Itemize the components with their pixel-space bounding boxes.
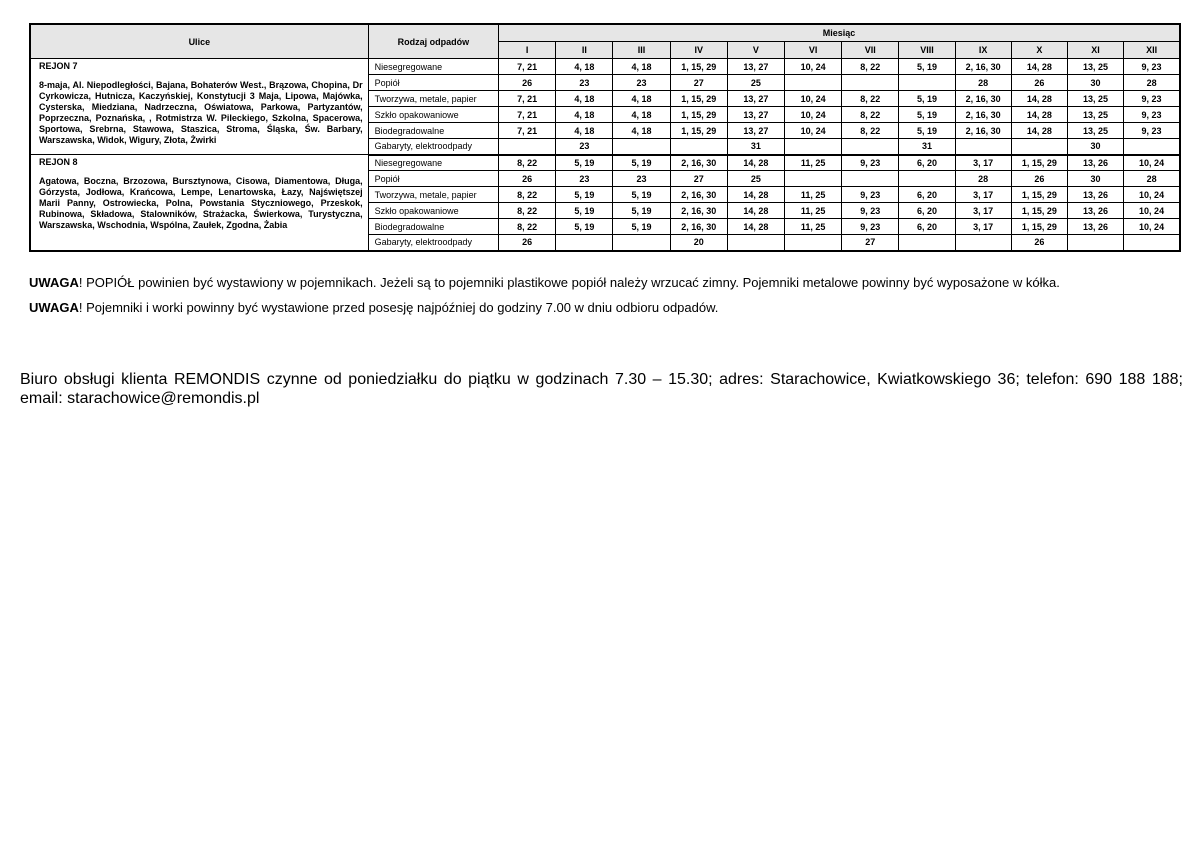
pickup-dates: 10, 24: [1124, 203, 1180, 219]
pickup-dates: 3, 17: [955, 187, 1011, 203]
pickup-dates: 14, 28: [1011, 59, 1067, 75]
pickup-dates: 5, 19: [613, 187, 670, 203]
month-header: VI: [785, 42, 842, 59]
pickup-dates: 5, 19: [899, 59, 955, 75]
note-text: ! Pojemniki i worki powinny być wystawione przed posesję najpóźniej do godziny 7.00 w dniu odbioru odpadów.: [78, 300, 719, 315]
pickup-dates: 5, 19: [556, 155, 613, 171]
pickup-dates: 25: [727, 75, 784, 91]
pickup-dates: 13, 26: [1067, 155, 1123, 171]
waste-type: Gabaryty, elektroodpady: [368, 235, 498, 251]
pickup-dates: 8, 22: [842, 123, 899, 139]
pickup-dates: 2, 16, 30: [955, 123, 1011, 139]
waste-type: Popiół: [368, 75, 498, 91]
pickup-dates: 25: [727, 171, 784, 187]
header-miesiac: Miesiąc: [499, 24, 1180, 42]
pickup-dates: 20: [670, 235, 727, 251]
schedule-body: [30, 59, 1180, 251]
pickup-dates: 9, 23: [1124, 59, 1180, 75]
pickup-dates: 1, 15, 29: [1011, 187, 1067, 203]
warning-note-containers: [29, 300, 718, 316]
pickup-dates: 5, 19: [899, 107, 955, 123]
pickup-dates: 13, 26: [1067, 203, 1123, 219]
pickup-dates: 28: [955, 75, 1011, 91]
pickup-dates: 5, 19: [899, 123, 955, 139]
pickup-dates: [955, 139, 1011, 155]
month-header: XII: [1124, 42, 1180, 59]
pickup-dates: 5, 19: [556, 219, 613, 235]
pickup-dates: 9, 23: [842, 203, 899, 219]
waste-type: Niesegregowane: [368, 155, 498, 171]
month-header: V: [727, 42, 784, 59]
pickup-dates: [785, 139, 842, 155]
pickup-dates: 6, 20: [899, 155, 955, 171]
pickup-dates: 2, 16, 30: [670, 187, 727, 203]
pickup-dates: 14, 28: [1011, 91, 1067, 107]
pickup-dates: [613, 235, 670, 251]
pickup-dates: [1011, 139, 1067, 155]
pickup-dates: 6, 20: [899, 203, 955, 219]
pickup-dates: 26: [1011, 235, 1067, 251]
month-header: VII: [842, 42, 899, 59]
waste-type: Biodegradowalne: [368, 219, 498, 235]
pickup-dates: 6, 20: [899, 187, 955, 203]
pickup-dates: 9, 23: [842, 219, 899, 235]
pickup-dates: 9, 23: [1124, 107, 1180, 123]
pickup-dates: 8, 22: [499, 155, 556, 171]
pickup-dates: [899, 171, 955, 187]
pickup-dates: [842, 139, 899, 155]
pickup-dates: 2, 16, 30: [955, 107, 1011, 123]
pickup-dates: 11, 25: [785, 219, 842, 235]
pickup-dates: 11, 25: [785, 203, 842, 219]
pickup-dates: 14, 28: [727, 187, 784, 203]
schedule-table: [29, 23, 1181, 252]
pickup-dates: 28: [1124, 75, 1180, 91]
pickup-dates: [955, 235, 1011, 251]
pickup-dates: 5, 19: [613, 219, 670, 235]
waste-type: Szkło opakowaniowe: [368, 203, 498, 219]
pickup-dates: 13, 27: [727, 59, 784, 75]
pickup-dates: [785, 171, 842, 187]
pickup-dates: 23: [556, 75, 613, 91]
pickup-dates: 3, 17: [955, 219, 1011, 235]
pickup-dates: 3, 17: [955, 203, 1011, 219]
pickup-dates: 4, 18: [556, 91, 613, 107]
pickup-dates: 8, 22: [499, 187, 556, 203]
pickup-dates: 13, 26: [1067, 187, 1123, 203]
pickup-dates: 11, 25: [785, 155, 842, 171]
pickup-dates: 26: [499, 171, 556, 187]
pickup-dates: 4, 18: [556, 59, 613, 75]
pickup-dates: 5, 19: [556, 187, 613, 203]
month-header: IV: [670, 42, 727, 59]
pickup-dates: 13, 27: [727, 107, 784, 123]
pickup-dates: 10, 24: [785, 123, 842, 139]
pickup-dates: 3, 17: [955, 155, 1011, 171]
month-header: I: [499, 42, 556, 59]
pickup-dates: 13, 25: [1067, 123, 1123, 139]
pickup-dates: 1, 15, 29: [670, 91, 727, 107]
pickup-dates: 6, 20: [899, 219, 955, 235]
pickup-dates: [899, 235, 955, 251]
region-street-list: 8-maja, Al. Niepodległości, Bajana, Bohaterów West., Brązowa, Chopina, Dr Cyrkowicza, Hutnicza, Kaczyńskiej, Konstytucji 3 Maja, Lipowa, Majówka, Cysterska, Miedziana, Nadrzeczna, Oświatowa, Parkowa, Partyzantów, Poprzeczna, Poznańska, , Rotmistrza W. Pileckiego, Szkolna, Spacerowa, Sportowa, Srebrna, Stawowa, Staszica, Stroma, Śląska, Św. Barbary, Warszawska, Widok, Wigury, Złota, Żwirki: [39, 80, 363, 145]
pickup-dates: 1, 15, 29: [670, 123, 727, 139]
region-streets-cell: [30, 59, 368, 155]
pickup-dates: 8, 22: [842, 107, 899, 123]
pickup-dates: 1, 15, 29: [1011, 203, 1067, 219]
pickup-dates: [1124, 235, 1180, 251]
pickup-dates: 30: [1067, 75, 1123, 91]
pickup-dates: 8, 22: [842, 91, 899, 107]
pickup-dates: 23: [556, 171, 613, 187]
pickup-dates: 2, 16, 30: [670, 155, 727, 171]
pickup-dates: [785, 235, 842, 251]
pickup-dates: 14, 28: [727, 155, 784, 171]
pickup-dates: 10, 24: [1124, 187, 1180, 203]
header-rodzaj-odpadow: Rodzaj odpadów: [368, 24, 498, 59]
pickup-dates: 7, 21: [499, 91, 556, 107]
pickup-dates: 26: [499, 235, 556, 251]
month-header: VIII: [899, 42, 955, 59]
pickup-dates: [556, 235, 613, 251]
pickup-dates: 4, 18: [613, 123, 670, 139]
office-info: Biuro obsługi klienta REMONDIS czynne od poniedziałku do piątku w godzinach 7.30 – 15.30; adres: Starachowice, Kwiatkowskiego 36; telefon: 690 188 188; email: starachowice@remondis.pl: [20, 371, 1183, 407]
pickup-dates: 5, 19: [613, 155, 670, 171]
pickup-dates: 4, 18: [613, 107, 670, 123]
pickup-dates: 2, 16, 30: [955, 91, 1011, 107]
pickup-dates: 26: [499, 75, 556, 91]
pickup-dates: [613, 139, 670, 155]
pickup-dates: 23: [556, 139, 613, 155]
waste-type: Szkło opakowaniowe: [368, 107, 498, 123]
pickup-dates: [842, 171, 899, 187]
region-streets-cell: [30, 155, 368, 251]
pickup-dates: 7, 21: [499, 123, 556, 139]
table-row: [30, 155, 1180, 171]
pickup-dates: 4, 18: [613, 91, 670, 107]
waste-type: Popiół: [368, 171, 498, 187]
pickup-dates: 8, 22: [499, 203, 556, 219]
pickup-dates: 13, 25: [1067, 107, 1123, 123]
pickup-dates: 30: [1067, 171, 1123, 187]
region-name: REJON 8: [39, 157, 78, 167]
pickup-dates: 27: [842, 235, 899, 251]
note-label: UWAGA: [29, 300, 79, 315]
month-header: III: [613, 42, 670, 59]
pickup-dates: 14, 28: [727, 203, 784, 219]
pickup-dates: 7, 21: [499, 59, 556, 75]
pickup-dates: 14, 28: [1011, 123, 1067, 139]
pickup-dates: 9, 23: [842, 187, 899, 203]
pickup-dates: 9, 23: [842, 155, 899, 171]
pickup-dates: 10, 24: [785, 107, 842, 123]
pickup-dates: 4, 18: [613, 59, 670, 75]
pickup-dates: 30: [1067, 139, 1123, 155]
month-header: IX: [955, 42, 1011, 59]
region-name: REJON 7: [39, 61, 78, 71]
pickup-dates: 5, 19: [899, 91, 955, 107]
pickup-dates: 5, 19: [556, 203, 613, 219]
pickup-dates: 1, 15, 29: [1011, 155, 1067, 171]
table-row: [30, 59, 1180, 75]
pickup-dates: 1, 15, 29: [1011, 219, 1067, 235]
pickup-dates: 31: [727, 139, 784, 155]
pickup-dates: 10, 24: [785, 91, 842, 107]
pickup-dates: [670, 139, 727, 155]
pickup-dates: 26: [1011, 171, 1067, 187]
pickup-dates: 23: [613, 171, 670, 187]
pickup-dates: 1, 15, 29: [670, 59, 727, 75]
pickup-dates: 28: [955, 171, 1011, 187]
month-header: X: [1011, 42, 1067, 59]
region-street-list: Agatowa, Boczna, Brzozowa, Bursztynowa, Cisowa, Diamentowa, Długa, Górzysta, Jodłowa, Krańcowa, Lempe, Lenartowska, Łazy, Najświętszej Marii Panny, Ostrowiecka, Polna, Powstania Styczniowego, Przeskok, Rubinowa, Składowa, Stalowników, Strażacka, Świerkowa, Turystyczna, Warszawska, Wschodnia, Wspólna, Zaułek, Zgodna, Żabia: [39, 176, 363, 230]
pickup-dates: 14, 28: [727, 219, 784, 235]
pickup-dates: 8, 22: [842, 59, 899, 75]
pickup-dates: [899, 75, 955, 91]
pickup-dates: 10, 24: [1124, 219, 1180, 235]
note-label: UWAGA: [29, 275, 79, 290]
pickup-dates: 28: [1124, 171, 1180, 187]
note-text: ! POPIÓŁ powinien być wystawiony w pojemnikach. Jeżeli są to pojemniki plastikowe popiół należy wrzucać zimny. Pojemniki metalowe powinny być wyposażone w kółka.: [78, 275, 1060, 290]
warning-note-ash: [29, 275, 1060, 291]
pickup-dates: [499, 139, 556, 155]
waste-type: Tworzywa, metale, papier: [368, 187, 498, 203]
month-header: XI: [1067, 42, 1123, 59]
pickup-dates: [842, 75, 899, 91]
pickup-dates: 9, 23: [1124, 123, 1180, 139]
pickup-dates: 27: [670, 75, 727, 91]
waste-type: Biodegradowalne: [368, 123, 498, 139]
pickup-dates: 4, 18: [556, 107, 613, 123]
pickup-dates: 8, 22: [499, 219, 556, 235]
pickup-dates: 2, 16, 30: [670, 203, 727, 219]
pickup-dates: 31: [899, 139, 955, 155]
pickup-dates: 7, 21: [499, 107, 556, 123]
pickup-dates: [727, 235, 784, 251]
pickup-dates: 13, 27: [727, 91, 784, 107]
pickup-dates: 13, 25: [1067, 59, 1123, 75]
pickup-dates: 1, 15, 29: [670, 107, 727, 123]
pickup-dates: 10, 24: [1124, 155, 1180, 171]
pickup-dates: 13, 27: [727, 123, 784, 139]
pickup-dates: 10, 24: [785, 59, 842, 75]
pickup-dates: [1124, 139, 1180, 155]
pickup-dates: 11, 25: [785, 187, 842, 203]
pickup-dates: [785, 75, 842, 91]
pickup-dates: 14, 28: [1011, 107, 1067, 123]
pickup-dates: 13, 26: [1067, 219, 1123, 235]
waste-type: Tworzywa, metale, papier: [368, 91, 498, 107]
waste-type: Niesegregowane: [368, 59, 498, 75]
pickup-dates: 26: [1011, 75, 1067, 91]
month-header: II: [556, 42, 613, 59]
pickup-dates: [1067, 235, 1123, 251]
pickup-dates: 4, 18: [556, 123, 613, 139]
pickup-dates: 2, 16, 30: [670, 219, 727, 235]
pickup-dates: 23: [613, 75, 670, 91]
pickup-dates: 9, 23: [1124, 91, 1180, 107]
header-ulice: Ulice: [30, 24, 368, 59]
pickup-dates: 5, 19: [613, 203, 670, 219]
pickup-dates: 27: [670, 171, 727, 187]
waste-type: Gabaryty, elektroodpady: [368, 139, 498, 155]
pickup-dates: 2, 16, 30: [955, 59, 1011, 75]
pickup-dates: 13, 25: [1067, 91, 1123, 107]
